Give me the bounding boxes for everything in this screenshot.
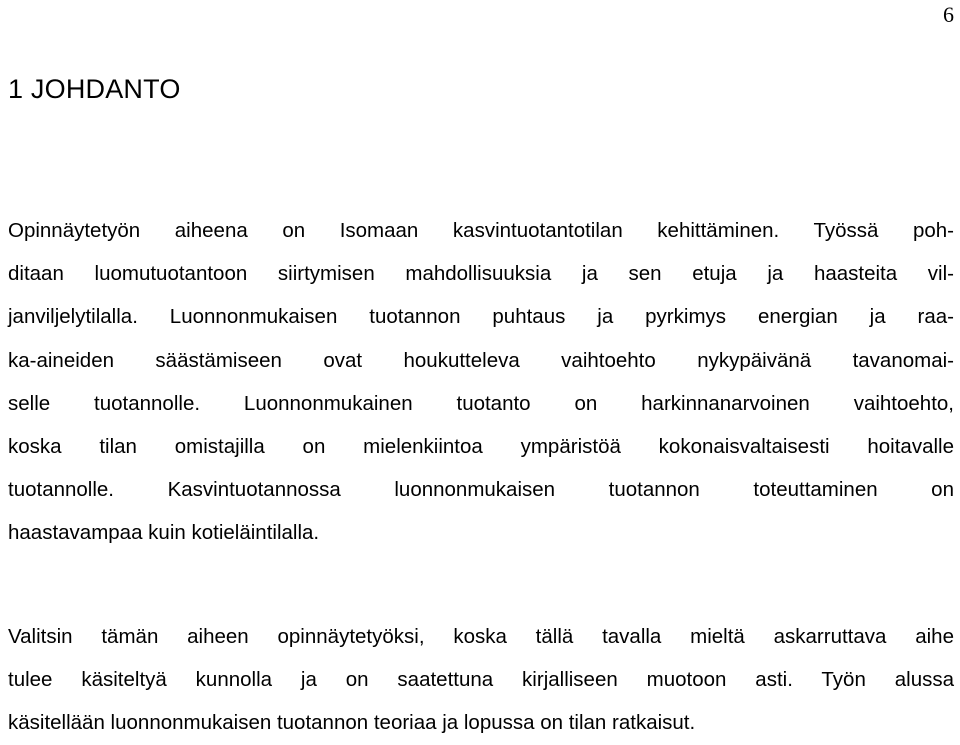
paragraph-line-last: käsitellään luonnonmukaisen tuotannon teoriaa ja lopussa on tilan ratkaisut. <box>8 711 696 735</box>
chapter-heading: 1 JOHDANTO <box>8 74 181 104</box>
paragraph-line: ka-aineiden säästämiseen ovat houkutteleva vaihtoehto nykypäivänä tavanomai- <box>8 348 954 372</box>
paragraph-line: janviljelytilalla. Luonnonmukaisen tuotannon puhtaus ja pyrkimys energian ja raa- <box>8 305 954 329</box>
paragraph-line-last: haastavampaa kuin kotieläintilalla. <box>8 521 320 545</box>
paragraph-line: Opinnäytetyön aiheena on Isomaan kasvintuotantotilan kehittäminen. Työssä poh- <box>8 219 954 242</box>
paragraph-1 <box>8 209 954 555</box>
paragraph-line: ditaan luomutuotantoon siirtymisen mahdollisuuksia ja sen etuja ja haasteita vil- <box>8 262 954 286</box>
paragraph-2 <box>8 615 954 745</box>
paragraph-line: tuotannolle. Kasvintuotannossa luonnonmukaisen tuotannon toteuttaminen on <box>8 478 954 502</box>
paragraph-line: selle tuotannolle. Luonnonmukainen tuotanto on harkinnanarvoinen vaihtoehto, <box>8 391 954 415</box>
page-number: 6 <box>943 2 954 27</box>
paragraph-line: tulee käsiteltyä kunnolla ja on saatettuna kirjalliseen muotoon asti. Työn alussa <box>8 668 954 692</box>
paragraph-line: koska tilan omistajilla on mielenkiintoa ympäristöä kokonaisvaltaisesti hoitavalle <box>8 434 954 458</box>
paragraph-line: Valitsin tämän aiheen opinnäytetyöksi, koska tällä tavalla mieltä askarruttava aihe <box>8 625 954 648</box>
